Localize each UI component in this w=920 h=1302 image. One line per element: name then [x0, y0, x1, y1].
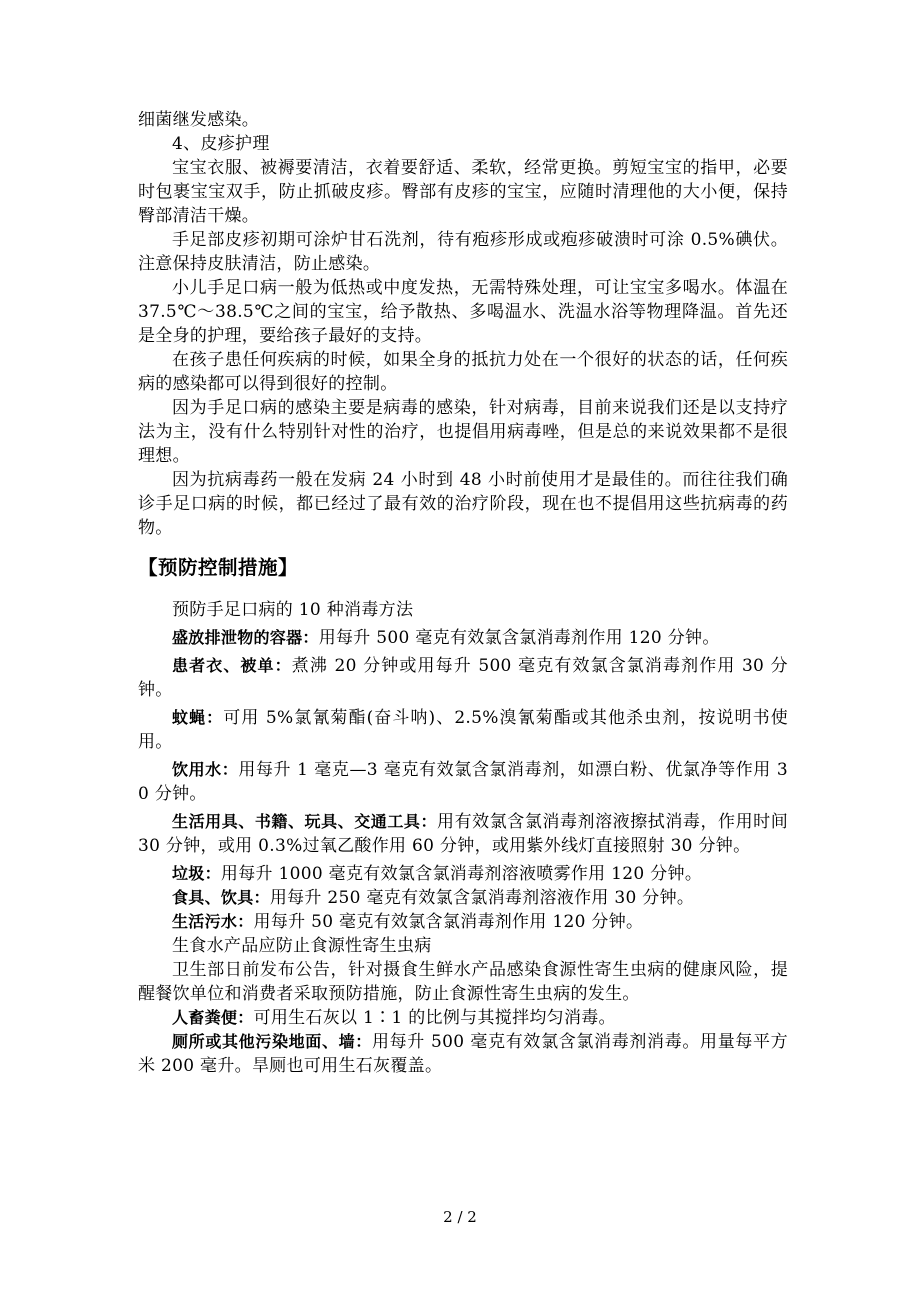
aquatic-title: 生食水产品应防止食源性寄生虫病 — [172, 936, 432, 956]
paragraph-immunity: 在孩子患任何疾病的时候，如果全身的抵抗力处在一个很好的状态的话，任何疾病的感染都可以得到很好的控制。 — [138, 350, 788, 394]
item-term: 盛放排泄物的容器： — [172, 628, 319, 647]
item-term: 生活污水： — [172, 912, 254, 931]
list-item — [138, 1030, 788, 1078]
list-item — [138, 862, 788, 886]
list-item — [138, 1006, 788, 1030]
item-text: 用每升 250 毫克有效氯含氯消毒剂溶液作用 30 分钟。 — [269, 888, 695, 908]
disinfection-intro: 预防手足口病的 10 种消毒方法 — [172, 600, 414, 620]
list-item — [138, 654, 788, 702]
item-text: 煮沸 20 分钟或用每升 500 毫克有效氯含氯消毒剂作用 30 分钟。 — [138, 656, 788, 700]
section-title-prevention: 【预防控制措施】 — [138, 556, 299, 579]
list-item — [138, 626, 788, 650]
item-text: 用每升 500 毫克有效氯含氯消毒剂消毒。用量每平方米 200 毫升。旱厕也可用生石灰覆盖。 — [138, 1032, 788, 1076]
item-term: 生活用具、书籍、玩具、交通工具： — [172, 812, 438, 831]
paragraph-rash-treatment: 手足部皮疹初期可涂炉甘石洗剂，待有疱疹形成或疱疹破溃时可涂 0.5%碘伏。注意保持皮肤清洁，防止感染。 — [138, 230, 788, 274]
item-term: 厕所或其他污染地面、墙： — [172, 1032, 372, 1051]
item-term: 垃圾： — [172, 864, 221, 883]
item-text: 用每升 1000 毫克有效氯含氯消毒剂溶液喷雾作用 120 分钟。 — [220, 864, 703, 884]
item-term: 食具、饮具： — [172, 888, 270, 907]
item-text: 用每升 500 毫克有效氯含氯消毒剂作用 120 分钟。 — [318, 628, 720, 648]
document-body — [138, 108, 788, 1078]
item-term: 蚊蝇： — [172, 708, 224, 727]
aquatic-paragraph: 卫生部日前发布公告，针对摄食生鲜水产品感染食源性寄生虫病的健康风险，提醒餐饮单位和消费者采取预防措施，防止食源性寄生虫病的发生。 — [138, 960, 788, 1004]
item-term: 人畜粪便： — [172, 1008, 254, 1027]
item-term: 饮用水： — [172, 760, 239, 779]
paragraph-continuation: 细菌继发感染。 — [138, 110, 260, 130]
item-text: 用每升 50 毫克有效氯含氯消毒剂作用 120 分钟。 — [253, 912, 644, 932]
paragraph-supportive-therapy: 因为手足口病的感染主要是病毒的感染，针对病毒，目前来说我们还是以支持疗法为主，没有什么特别针对性的治疗，也提倡用病毒唑，但是总的来说效果都不是很理想。 — [138, 398, 788, 466]
page-number: 2 / 2 — [443, 1208, 477, 1226]
item-term: 患者衣、被单： — [172, 656, 292, 675]
subheading-skin-care: 4、皮疹护理 — [172, 134, 270, 154]
list-item — [138, 758, 788, 806]
item-text: 可用 5%氯氰菊酯(奋斗呐)、2.5%溴氰菊酯或其他杀虫剂，按说明书使用。 — [138, 708, 788, 752]
paragraph-clothing-care: 宝宝衣服、被褥要清洁，衣着要舒适、柔软，经常更换。剪短宝宝的指甲，必要时包裹宝宝双手，防止抓破皮疹。臀部有皮疹的宝宝，应随时清理他的大小便，保持臀部清洁干燥。 — [138, 158, 788, 226]
list-item — [138, 706, 788, 754]
paragraph-antiviral-timing: 因为抗病毒药一般在发病 24 小时到 48 小时前使用才是最佳的。而往往我们确诊手足口病的时候，都已经过了最有效的治疗阶段，现在也不提倡用这些抗病毒的药物。 — [138, 470, 788, 538]
item-text: 用有效氯含氯消毒剂溶液擦拭消毒，作用时间 30 分钟，或用 0.3%过氧乙酸作用 60 分钟，或用紫外线灯直接照射 30 分钟。 — [138, 812, 789, 856]
paragraph-fever-care: 小儿手足口病一般为低热或中度发热，无需特殊处理，可让宝宝多喝水。体温在 37.5℃～38.5℃之间的宝宝，给予散热、多喝温水、洗温水浴等物理降温。首先还是全身的护理，要给孩子最好的支持。 — [138, 278, 788, 346]
list-item — [138, 886, 788, 910]
list-item — [138, 910, 788, 934]
item-text: 可用生石灰以 1∶1 的比例与其搅拌均匀消毒。 — [253, 1008, 616, 1028]
list-item — [138, 810, 788, 858]
item-text: 用每升 1 毫克—3 毫克有效氯含氯消毒剂，如漂白粉、优氯净等作用 30 分钟。 — [138, 760, 789, 804]
